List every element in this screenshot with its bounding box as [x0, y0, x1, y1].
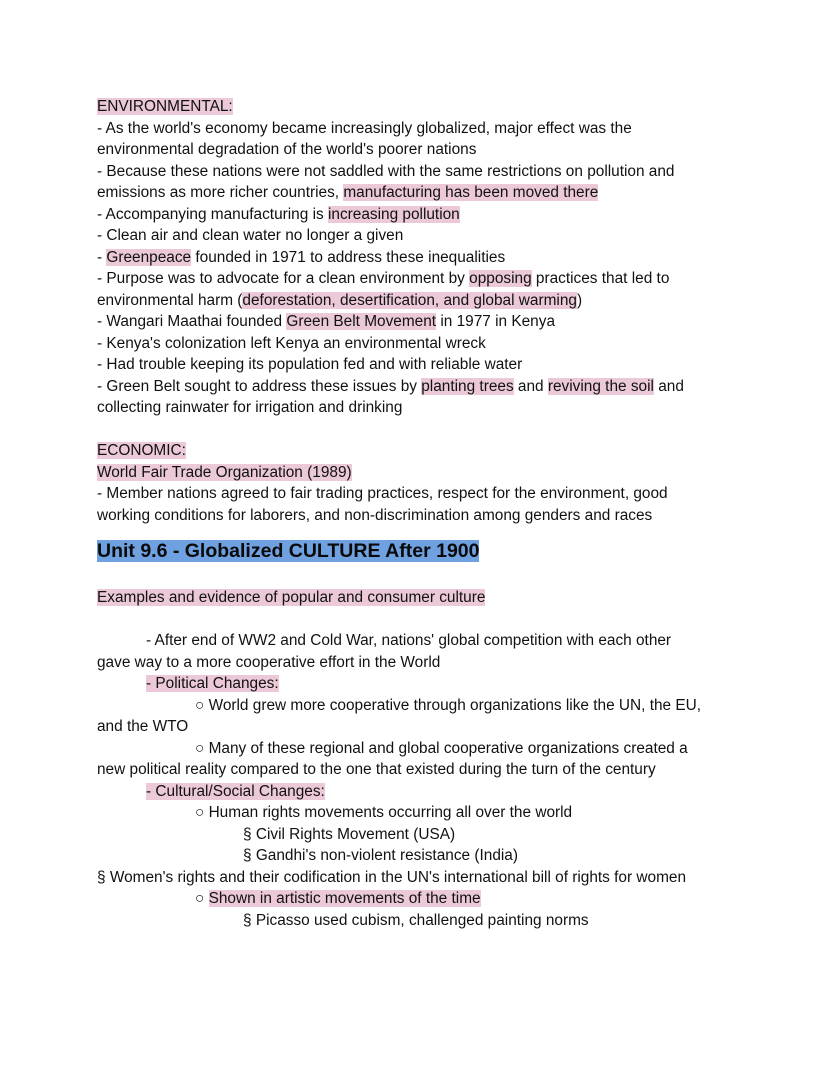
- text-line: - Kenya's colonization left Kenya an environmental wreck: [97, 334, 486, 352]
- text-span: and: [513, 377, 548, 395]
- text-line: [97, 182, 737, 204]
- highlight: deforestation, desertification, and global warming: [242, 291, 577, 309]
- highlight: Green Belt Movement: [286, 313, 437, 330]
- spacer: [97, 419, 737, 441]
- text-line: collecting rainwater for irrigation and drinking: [97, 399, 403, 416]
- text-span: - Purpose was to advocate for a clean environment by: [97, 270, 470, 287]
- text-line: [97, 204, 737, 226]
- text-line: - Had trouble keeping its population fed and with reliable water: [97, 356, 523, 373]
- text-line: § Women's rights and their codification in the UN's international bill of rights for women: [97, 868, 687, 886]
- highlight: planting trees: [421, 377, 514, 395]
- text-line: gave way to a more cooperative effort in the World: [97, 653, 441, 671]
- highlight: World Fair Trade Organization (1989): [97, 463, 352, 481]
- highlight: - Political Changes:: [146, 675, 279, 692]
- text-span: - Accompanying manufacturing is: [97, 205, 328, 223]
- highlight: - Cultural/Social Changes:: [146, 782, 325, 800]
- text-line: ○ World grew more cooperative through organizations like the UN, the EU,: [195, 696, 702, 714]
- spacer: [97, 609, 737, 631]
- highlight: increasing pollution: [327, 205, 460, 223]
- text-line: and the WTO: [97, 718, 189, 735]
- highlight: Greenpeace: [106, 248, 192, 266]
- highlight: reviving the soil: [547, 377, 654, 395]
- text-line: ○ Many of these regional and global cooperative organizations created a: [195, 739, 688, 757]
- subheading-line: [97, 587, 737, 609]
- unit-title-line: [97, 538, 737, 566]
- highlight: opposing: [469, 270, 532, 287]
- text-line: - Clean air and clean water no longer a given: [97, 227, 404, 244]
- text-line: new political reality compared to the one that existed during the turn of the century: [97, 761, 656, 778]
- economic-org-line: [97, 462, 737, 484]
- bullet: ○: [195, 890, 209, 907]
- text-span: ): [576, 291, 583, 309]
- cultural-changes-line: [97, 781, 737, 803]
- highlight: Shown in artistic movements of the time: [208, 890, 481, 907]
- text-span: in 1977 in Kenya: [436, 313, 556, 330]
- text-line: § Picasso used cubism, challenged painting norms: [243, 911, 589, 929]
- text-span: practices that led to: [531, 270, 670, 287]
- text-line: ○ Human rights movements occurring all over the world: [195, 804, 573, 821]
- text-line: environmental degradation of the world's poorer nations: [97, 141, 477, 158]
- text-line: working conditions for laborers, and non-discrimination among genders and races: [97, 506, 653, 524]
- text-line: - Because these nations were not saddled with the same restrictions on pollution and: [97, 162, 675, 180]
- text-span: and: [653, 377, 684, 395]
- text-line: - As the world's economy became increasingly globalized, major effect was the: [97, 119, 632, 137]
- environmental-heading: ENVIRONMENTAL:: [97, 98, 233, 115]
- political-changes-line: [97, 673, 737, 695]
- text-span: - Green Belt sought to address these issues by: [97, 377, 422, 395]
- text-span: environmental harm (: [97, 291, 243, 309]
- text-span: founded in 1971 to address these inequalities: [191, 248, 506, 266]
- text-span: emissions as more richer countries,: [97, 184, 344, 201]
- text-line: § Civil Rights Movement (USA): [243, 825, 456, 843]
- text-span: - Wangari Maathai founded: [97, 313, 287, 330]
- text-line: § Gandhi's non-violent resistance (India): [243, 847, 518, 864]
- text-line: [97, 268, 737, 290]
- text-line: [97, 888, 737, 910]
- environmental-heading-line: [97, 96, 737, 118]
- document-page: [97, 96, 737, 931]
- text-line: [97, 290, 737, 312]
- text-line: - After end of WW2 and Cold War, nations' global competition with each other: [146, 632, 672, 649]
- economic-heading-line: [97, 440, 737, 462]
- economic-heading: ECONOMIC:: [97, 442, 186, 459]
- highlight: manufacturing has been moved there: [343, 184, 599, 201]
- subheading: Examples and evidence of popular and consumer culture: [97, 589, 486, 606]
- text-line: [97, 376, 737, 398]
- text-line: [97, 247, 737, 269]
- text-line: - Member nations agreed to fair trading practices, respect for the environment, good: [97, 485, 668, 502]
- unit-title: Unit 9.6 - Globalized CULTURE After 1900: [97, 540, 480, 562]
- text-line: [97, 311, 737, 333]
- text-span: -: [97, 248, 107, 266]
